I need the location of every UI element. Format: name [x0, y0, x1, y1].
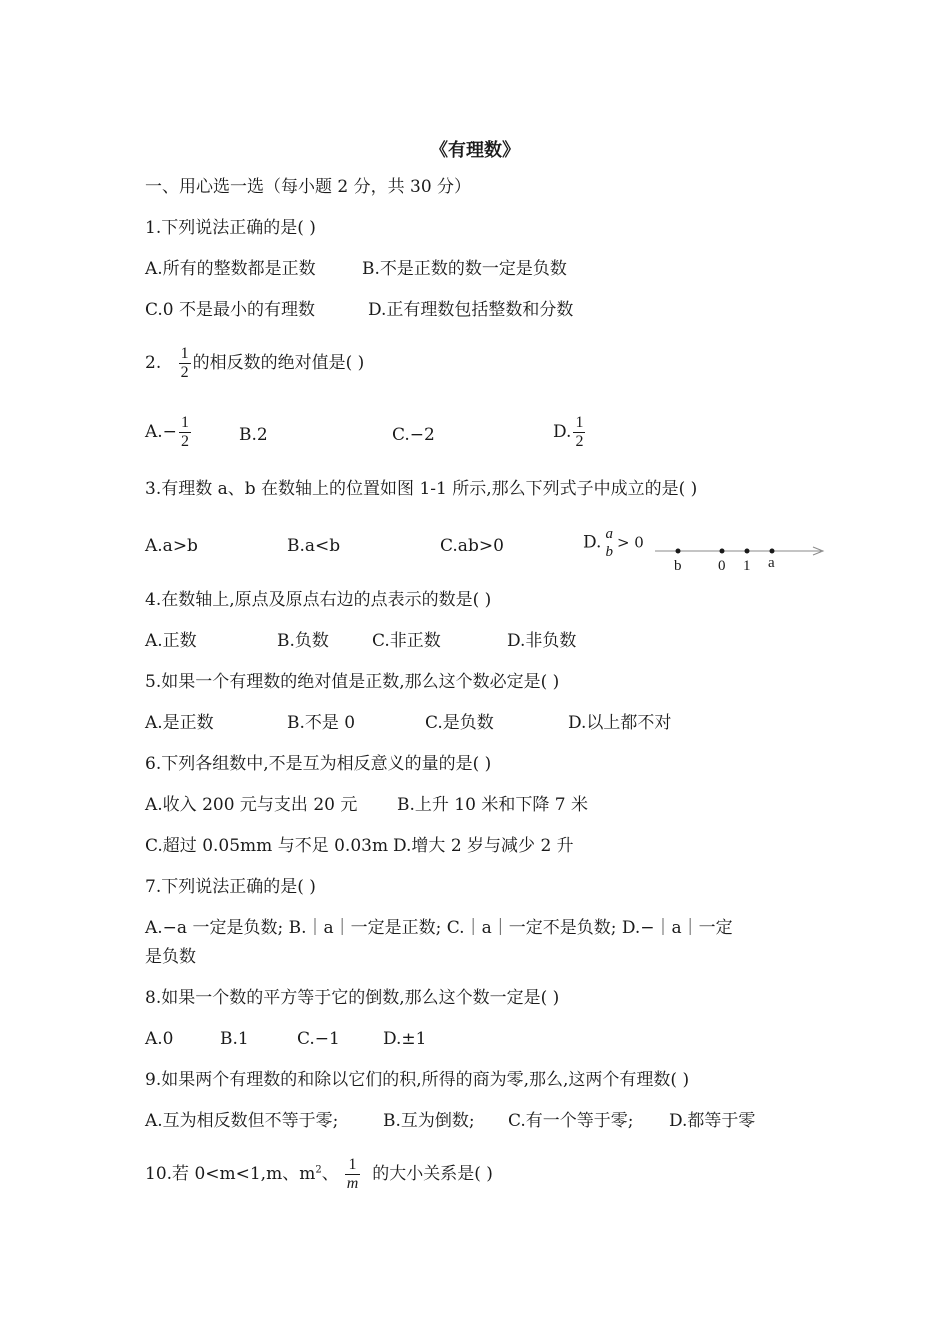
question-9-stem: 9.如果两个有理数的和除以它们的积,所得的商为零,那么,这两个有理数( ): [145, 1070, 690, 1090]
question-4-option-b: B.负数: [277, 631, 329, 651]
point-b: [676, 549, 681, 554]
question-10-stem-text: 10.若 0<m<1,m、m: [145, 1164, 316, 1184]
option-label: D.: [553, 422, 572, 442]
fraction-numerator: 1: [345, 1156, 361, 1175]
exponent: 2: [315, 1164, 322, 1176]
inequality: > 0: [616, 533, 644, 552]
fraction-denominator: 2: [575, 433, 584, 450]
question-5-option-c: C.是负数: [425, 713, 494, 733]
question-9-option-d: D.都等于零: [669, 1111, 756, 1131]
question-6-option-c: C.超过 0.05mm 与不足 0.03m: [145, 836, 389, 856]
point-label-a: a: [768, 555, 775, 571]
question-10-stem: [145, 1156, 493, 1193]
point-label-b: b: [674, 558, 682, 574]
question-5-stem: 5.如果一个有理数的绝对值是正数,那么这个数必定是( ): [145, 672, 560, 692]
question-8-option-d: D.±1: [383, 1029, 427, 1049]
question-6-stem: 6.下列各组数中,不是互为相反意义的量的是( ): [145, 754, 492, 774]
fraction-numerator: 1: [575, 414, 584, 431]
question-5-option-a: A.是正数: [145, 713, 214, 733]
question-2-option-c: C.−2: [392, 425, 435, 445]
question-10-stem-tail: 的大小关系是( ): [372, 1164, 493, 1184]
point-one: [745, 549, 750, 554]
section-heading: 一、用心选一选（每小题 2 分，共 30 分）: [145, 177, 472, 197]
question-4-option-d: D.非负数: [507, 631, 577, 651]
question-3-stem: 3.有理数 a、b 在数轴上的位置如图 1-1 所示,那么下列式子中成立的是( ): [145, 479, 698, 499]
question-6-option-a: A.收入 200 元与支出 20 元: [145, 795, 358, 815]
question-2-stem: [145, 345, 364, 382]
fraction-denominator: m: [346, 1175, 359, 1192]
page-title: 《有理数》: [430, 140, 520, 161]
fraction: [179, 345, 191, 382]
fraction: [345, 1156, 361, 1193]
question-1-option-c: C.0 不是最小的有理数: [145, 300, 316, 320]
question-7-stem: 7.下列说法正确的是( ): [145, 877, 316, 897]
question-8-option-b: B.1: [220, 1029, 249, 1049]
question-3-option-a: A.a>b: [145, 536, 198, 556]
separator: 、: [321, 1164, 339, 1184]
question-1-option-d: D.正有理数包括整数和分数: [368, 300, 574, 320]
question-4-stem: 4.在数轴上,原点及原点右边的点表示的数是( ): [145, 590, 492, 610]
point-origin: [720, 549, 725, 554]
fraction-numerator: 1: [180, 345, 189, 362]
option-label: A.−: [145, 422, 177, 442]
question-7-options: A.−a 一定是负数; B.｜a｜一定是正数; C.｜a｜一定不是负数; D.−｜a｜一定: [145, 918, 733, 938]
number-line-figure: [655, 536, 830, 581]
fraction-denominator: 2: [180, 433, 189, 450]
question-9-option-b: B.互为倒数;: [383, 1111, 475, 1131]
point-label-one: 1: [743, 558, 751, 574]
question-5-option-b: B.不是 0: [287, 713, 356, 733]
question-8-stem: 8.如果一个数的平方等于它的倒数,那么这个数一定是( ): [145, 988, 560, 1008]
question-8-option-a: A.0: [145, 1029, 174, 1049]
question-2-option-a: [145, 414, 193, 451]
question-4-option-a: A.正数: [145, 631, 197, 651]
question-1-option-a: A.所有的整数都是正数: [145, 259, 316, 279]
question-6-option-b: B.上升 10 米和下降 7 米: [397, 795, 588, 815]
question-6-option-d: D.增大 2 岁与减少 2 升: [393, 836, 574, 856]
question-number: 2.: [145, 353, 162, 373]
question-4-option-c: C.非正数: [372, 631, 441, 651]
question-3-option-c: C.ab>0: [440, 536, 504, 556]
fraction-denominator: b: [605, 544, 613, 560]
question-3-option-d: [583, 525, 644, 561]
point-a: [770, 549, 775, 554]
question-2-stem-text: 的相反数的绝对值是( ): [192, 353, 365, 373]
fraction-numerator: 1: [180, 414, 189, 431]
question-1-option-b: B.不是正数的数一定是负数: [362, 259, 567, 279]
fraction: [573, 414, 585, 451]
question-9-option-a: A.互为相反数但不等于零;: [145, 1111, 339, 1131]
question-2-option-d: [553, 414, 587, 451]
point-label-zero: 0: [718, 558, 726, 574]
question-5-option-d: D.以上都不对: [568, 713, 672, 733]
fraction: [179, 414, 191, 451]
fraction-denominator: 2: [180, 364, 189, 381]
question-7-options-continued: 是负数: [145, 947, 196, 967]
fraction-numerator: a: [605, 526, 613, 542]
question-8-option-c: C.−1: [297, 1029, 340, 1049]
fraction: [603, 525, 615, 561]
question-1-stem: 1.下列说法正确的是( ): [145, 218, 316, 238]
question-3-option-b: B.a<b: [287, 536, 341, 556]
option-label: D.: [583, 532, 602, 553]
question-9-option-c: C.有一个等于零;: [508, 1111, 634, 1131]
question-2-option-b: B.2: [239, 425, 268, 445]
